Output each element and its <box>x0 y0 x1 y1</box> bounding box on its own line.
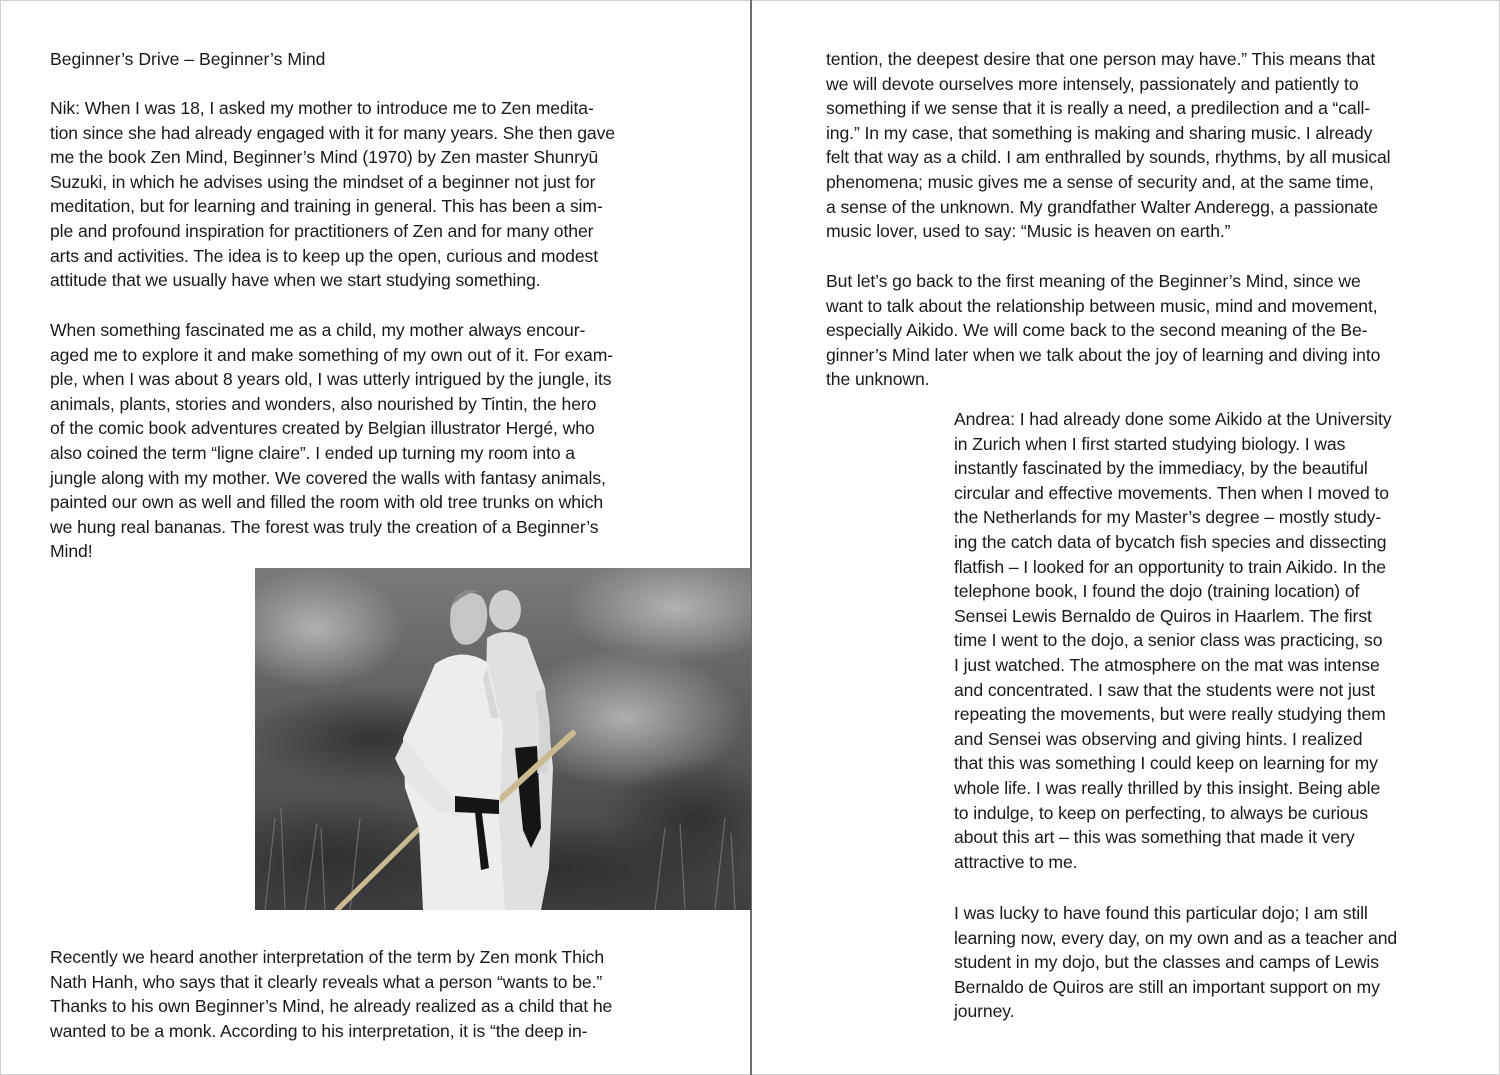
text-line: we will devote ourselves more intensely, passionately and patiently to <box>826 73 1359 94</box>
text-line: I just watched. The atmosphere on the mat was intense <box>954 654 1380 675</box>
text-line: and concentrated. I saw that the students were not just <box>954 679 1375 700</box>
text-line: ing the catch data of bycatch fish species and dissecting <box>954 531 1387 552</box>
text-line: music lover, used to say: “Music is heaven on earth.” <box>826 221 1231 242</box>
text-line: Sensei Lewis Bernaldo de Quiros in Haarlem. The first <box>954 605 1372 626</box>
text-line: instantly fascinated by the immediacy, by the beautiful <box>954 458 1368 479</box>
text-line: especially Aikido. We will come back to the second meaning of the Be- <box>826 320 1368 341</box>
paragraph-andrea <box>954 407 1391 874</box>
text-line: attractive to me. <box>954 851 1078 872</box>
text-line: we hung real bananas. The forest was truly the creation of a Beginner’s <box>50 516 599 537</box>
text-line: attitude that we usually have when we start studying something. <box>50 270 541 291</box>
text-line: Bernaldo de Quiros are still an important support on my <box>954 976 1380 997</box>
text-line: phenomena; music gives me a sense of security and, at the same time, <box>826 171 1374 192</box>
text-line: arts and activities. The idea is to keep up the open, curious and modest <box>50 245 598 266</box>
text-line: learning now, every day, on my own and as a teacher and <box>954 927 1398 948</box>
text-line: a sense of the unknown. My grandfather Walter Anderegg, a passionate <box>826 196 1378 217</box>
text-line: telephone book, I found the dojo (training location) of <box>954 581 1360 602</box>
text-line: ginner’s Mind later when we talk about the joy of learning and diving into <box>826 344 1381 365</box>
text-line: repeating the movements, but were really studying them <box>954 704 1386 725</box>
text-line: tion since she had already engaged with it for many years. She then gave <box>50 122 615 143</box>
text-line: want to talk about the relationship between music, mind and movement, <box>826 295 1378 316</box>
text-line: Nik: When I was 18, I asked my mother to introduce me to Zen medita- <box>50 98 594 118</box>
text-line: tention, the deepest desire that one person may have.” This means that <box>826 49 1376 69</box>
paragraph-back-to-meaning <box>826 269 1380 392</box>
text-line: time I went to the dojo, a senior class was practicing, so <box>954 630 1383 651</box>
text-line: When something fascinated me as a child, my mother always encour- <box>50 320 586 340</box>
text-line: something if we sense that it is really a need, a predilection and a “call- <box>826 98 1371 119</box>
text-line: ple and profound inspiration for practitioners of Zen and for many other <box>50 220 594 241</box>
paragraph-thich-nath-hanh <box>50 945 612 1043</box>
text-line: Recently we heard another interpretation of the term by Zen monk Thich <box>50 947 605 967</box>
text-line: ple, when I was about 8 years old, I was utterly intrigued by the jungle, its <box>50 369 612 390</box>
text-line: painted our own as well and filled the room with old tree trunks on which <box>50 492 604 513</box>
paragraph-childhood <box>50 318 613 564</box>
text-line: Nath Hanh, who says that it clearly reveals what a person “wants to be.” <box>50 971 603 992</box>
text-line: in Zurich when I first started studying biology. I was <box>954 433 1346 454</box>
text-line: aged me to explore it and make something of my own out of it. For exam- <box>50 344 614 365</box>
text-line: of the comic book adventures created by Belgian illustrator Hergé, who <box>50 418 595 439</box>
text-line: whole life. I was really thrilled by this insight. Being able <box>954 777 1381 798</box>
paragraph-lucky-dojo <box>954 901 1397 1024</box>
aikido-photo <box>255 568 751 910</box>
text-line: me the book Zen Mind, Beginner’s Mind (1970) by Zen master Shunryū <box>50 147 599 168</box>
page-gutter <box>750 0 752 1075</box>
text-line: Mind! <box>50 541 93 562</box>
text-line: to indulge, to keep on perfecting, to always be curious <box>954 802 1369 823</box>
text-line: flatfish – I looked for an opportunity to train Aikido. In the <box>954 556 1386 577</box>
text-line: student in my dojo, but the classes and camps of Lewis <box>954 952 1379 973</box>
text-line: that this was something I could keep on learning for my <box>954 753 1378 774</box>
text-line: Suzuki, in which he advises using the mindset of a beginner not just for <box>50 171 596 192</box>
text-line: journey. <box>954 1001 1015 1022</box>
text-line: jungle along with my mother. We covered the walls with fantasy animals, <box>50 467 606 488</box>
text-line: I was lucky to have found this particular dojo; I am still <box>954 903 1368 923</box>
text-line: the unknown. <box>826 369 930 390</box>
text-line: meditation, but for learning and training in general. This has been a sim- <box>50 196 603 217</box>
text-line: circular and effective movements. Then when I moved to <box>954 482 1389 503</box>
text-line: animals, plants, stories and wonders, also nourished by Tintin, the hero <box>50 393 597 414</box>
text-line: felt that way as a child. I am enthralled by sounds, rhythms, by all musical <box>826 147 1391 168</box>
text-line: about this art – this was something that made it very <box>954 827 1355 848</box>
text-line: Thanks to his own Beginner’s Mind, he already realized as a child that he <box>50 996 613 1017</box>
text-line: also coined the term “ligne claire”. I ended up turning my room into a <box>50 442 575 463</box>
text-line: and Sensei was observing and giving hints. I realized <box>954 728 1363 749</box>
text-line: ing.” In my case, that something is making and sharing music. I already <box>826 122 1373 143</box>
text-line: wanted to be a monk. According to his interpretation, it is “the deep in- <box>50 1020 588 1041</box>
text-line: the Netherlands for my Master’s degree – mostly study- <box>954 507 1382 528</box>
paragraph-nik <box>50 96 615 293</box>
text-line: But let’s go back to the first meaning of the Beginner’s Mind, since we <box>826 271 1361 291</box>
text-line: Andrea: I had already done some Aikido at the University <box>954 409 1392 429</box>
section-heading: Beginner’s Drive – Beginner’s Mind <box>50 49 326 69</box>
paragraph-intention <box>826 47 1390 244</box>
